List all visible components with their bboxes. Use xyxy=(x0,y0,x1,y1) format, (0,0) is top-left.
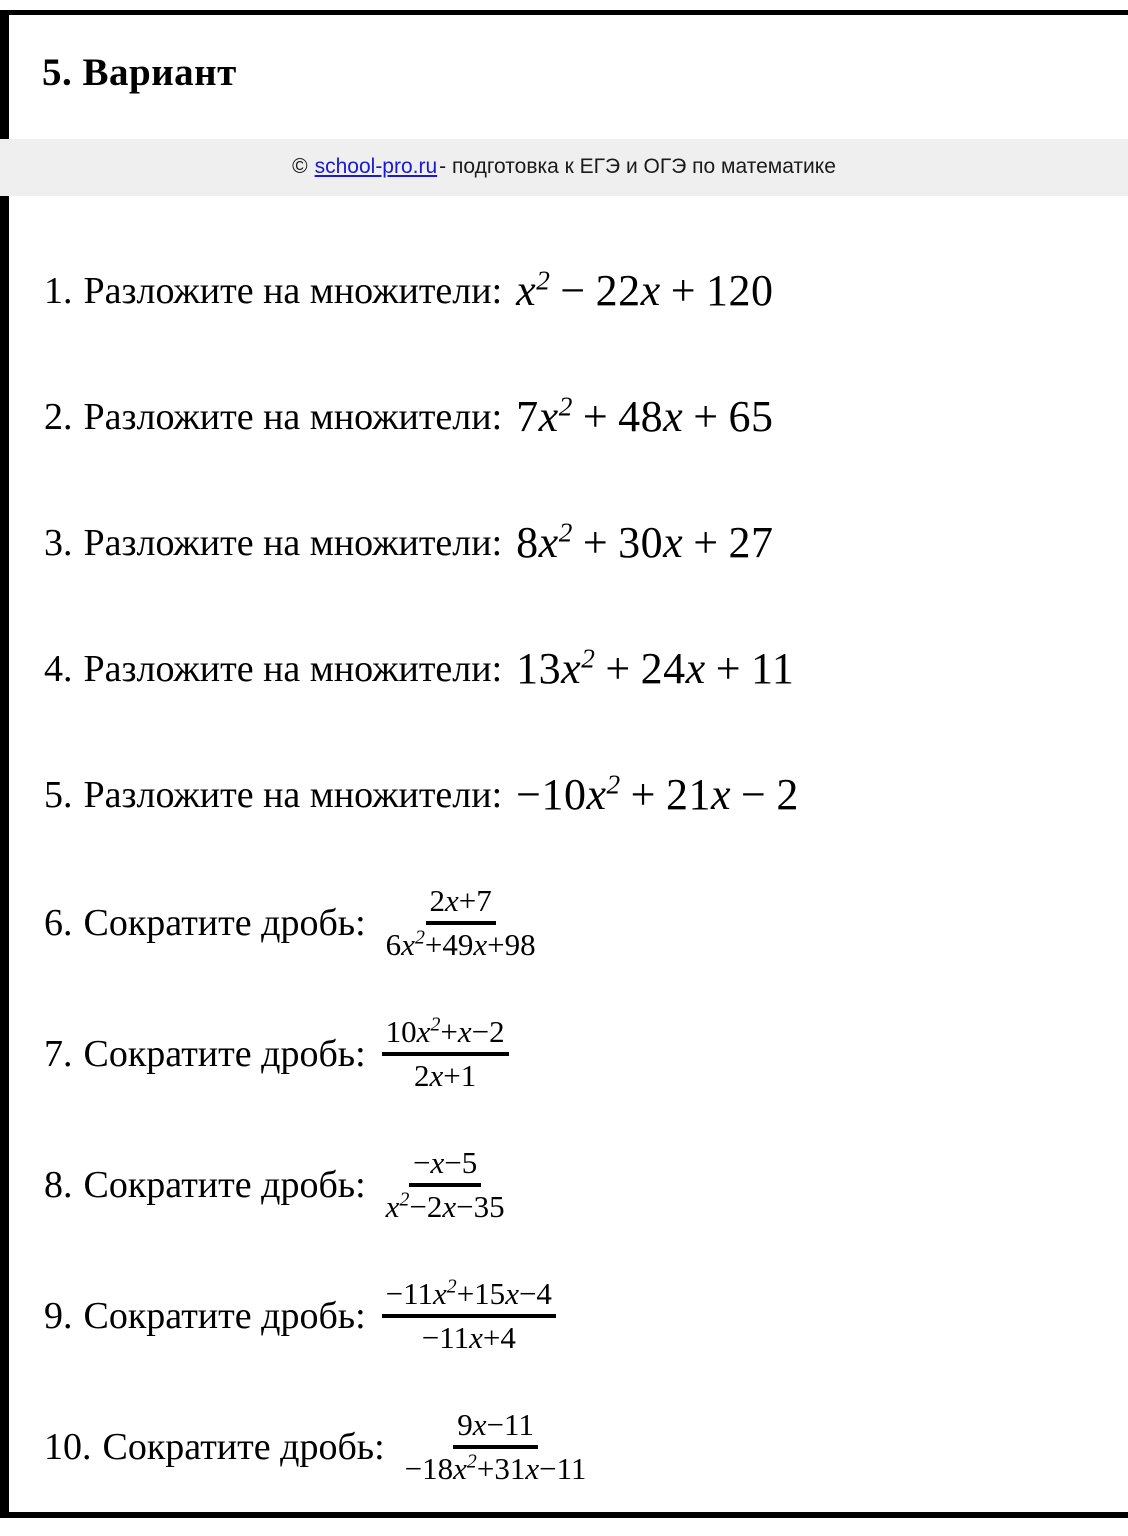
problem-prompt: Разложите на множители: xyxy=(83,647,503,690)
problem-prompt: Сократите дробь: xyxy=(83,902,366,945)
copyright-banner xyxy=(0,139,1128,196)
fraction-numerator: $10x^2+x-2$ xyxy=(382,1014,509,1057)
problem-prompt: Разложите на множители: xyxy=(83,773,503,816)
problem-prompt: Сократите дробь: xyxy=(83,1164,366,1207)
fraction-denominator: −11x+4 xyxy=(421,1320,516,1356)
problem-fraction xyxy=(382,883,540,964)
fraction-denominator: 2x+1 xyxy=(414,1058,477,1094)
problem-row xyxy=(44,606,1108,732)
problem-prompt: Сократите дробь: xyxy=(83,1033,366,1076)
problem-number: 5. xyxy=(44,773,73,816)
problem-row xyxy=(44,1120,1108,1251)
copyright-symbol: © xyxy=(292,155,308,179)
school-pro-link[interactable]: school-pro.ru xyxy=(314,155,438,179)
problem-fraction xyxy=(401,1407,591,1488)
problem-number: 2. xyxy=(44,395,73,438)
problem-row xyxy=(44,228,1108,354)
problem-row xyxy=(44,1251,1108,1382)
page-bottom-rule xyxy=(0,1512,1128,1518)
problem-row xyxy=(44,354,1108,480)
problem-expression: $x^2 - 22x + 120$ xyxy=(516,265,774,315)
problem-number: 7. xyxy=(44,1033,73,1076)
page-title: 5. Вариант xyxy=(42,51,237,94)
problem-prompt: Разложите на множители: xyxy=(83,395,503,438)
problem-row xyxy=(44,1382,1108,1513)
problem-prompt: Разложите на множители: xyxy=(83,521,503,564)
problem-number: 9. xyxy=(44,1295,73,1338)
problem-number: 4. xyxy=(44,647,73,690)
problem-fraction xyxy=(382,1145,509,1226)
problem-row xyxy=(44,732,1108,858)
fraction-numerator: 9x−11 xyxy=(453,1407,538,1450)
problem-expression: $13x^2 + 24x + 11$ xyxy=(516,643,795,693)
copyright-tail-text: - подготовка к ЕГЭ и ОГЭ по математике xyxy=(439,155,836,179)
problem-fraction xyxy=(382,1014,509,1095)
problem-number: 1. xyxy=(44,269,73,312)
problem-number: 6. xyxy=(44,902,73,945)
problem-list xyxy=(36,228,1108,1513)
fraction-numerator: 2x+7 xyxy=(426,883,496,926)
problem-fraction xyxy=(382,1276,556,1357)
fraction-denominator: $x^2-2x-35$ xyxy=(385,1189,505,1225)
problem-expression: $8x^2 + 30x + 27$ xyxy=(516,517,774,567)
fraction-denominator: $6x^2+49x+98$ xyxy=(385,927,536,963)
problem-expression: $-10x^2 + 21x - 2$ xyxy=(516,769,799,819)
problem-expression: $7x^2 + 48x + 65$ xyxy=(516,391,774,441)
problem-number: 8. xyxy=(44,1164,73,1207)
problem-prompt: Сократите дробь: xyxy=(83,1295,366,1338)
problem-row xyxy=(44,858,1108,989)
fraction-numerator: $-11x^2+15x-4$ xyxy=(382,1276,556,1319)
problem-number: 10. xyxy=(44,1426,92,1469)
problem-row xyxy=(44,989,1108,1120)
fraction-denominator: $-18x^2+31x-11$ xyxy=(404,1451,587,1487)
problem-number: 3. xyxy=(44,521,73,564)
fraction-numerator: −x−5 xyxy=(409,1145,481,1188)
problem-prompt: Сократите дробь: xyxy=(102,1426,385,1469)
problem-prompt: Разложите на множители: xyxy=(83,269,503,312)
problem-row xyxy=(44,480,1108,606)
